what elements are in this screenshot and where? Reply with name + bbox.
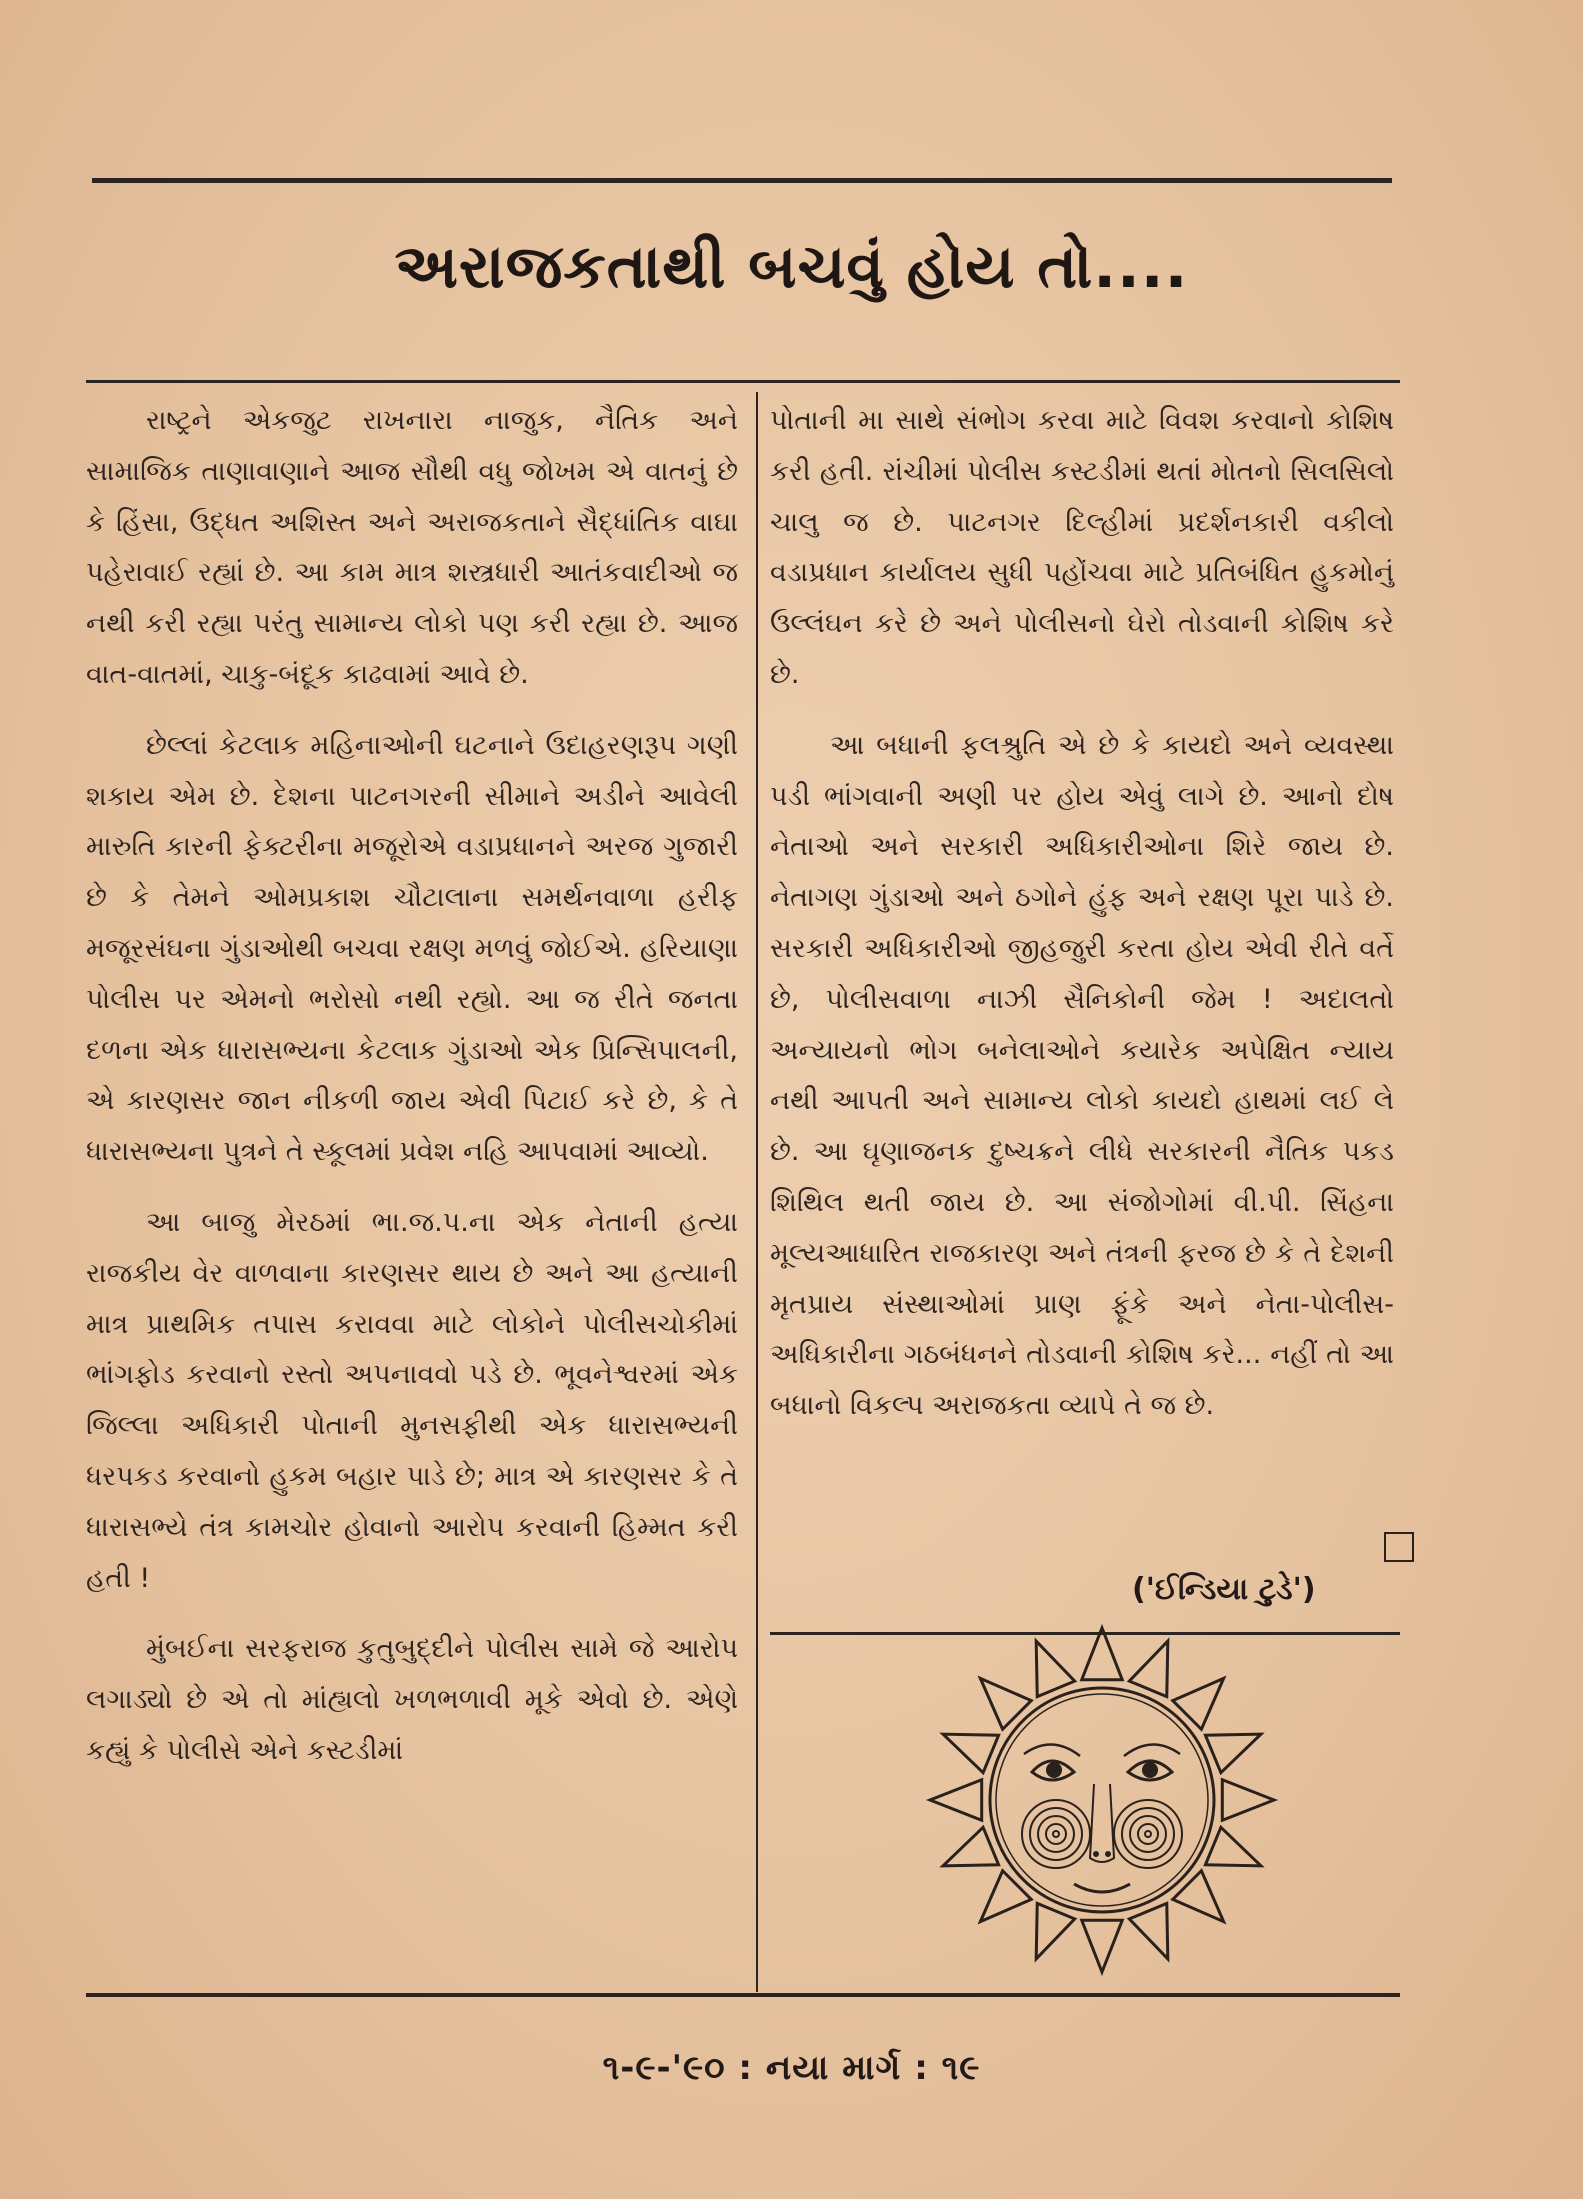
sun-ray [1129,1641,1168,1697]
sun-ray [1036,1903,1075,1959]
source-credit: ('ઈન્ડિયા ટુડે') [1132,1572,1316,1607]
right-paragraph-2: આ બધાની ફલશ્રુતિ એ છે કે કાયદો અને વ્યવસ્થા પડી ભાંગવાની અણી પર હોય એવું લાગે છે. આનો દોષ નેતાઓ અને સરકારી અધિકારીઓના શિરે જાય છે. નેતાગણ ગુંડાઓ અને ઠગોને હુંફ અને રક્ષણ પૂરા પાડે છે. સરકારી અધિકારીઓ જીહજુરી કરતા હોય એવી રીતે વર્તે છે, પોલીસવાળા નાઝી સૈનિકોની જેમ ! અદાલતો અન્યાયનો ભોગ બનેલાઓને કયારેક અપેક્ષિત ન્યાય નથી આપતી અને સામાન્ય લોકો કાયદો હાથમાં લઈ લે છે. આ ઘૃણાજનક દુષ્ચક્રને લીધે સરકારની નૈતિક પકડ શિથિલ થતી જાય છે. આ સંજોગોમાં વી.પી. સિંહના મૂલ્યઆધારિત રાજકારણ અને તંત્રની ફરજ છે કે તે દેશની મૃતપ્રાય સંસ્થાઓમાં પ્રાણ ફૂંકે અને નેતા-પોલીસ-અધિકારીના ગઠબંધનને તોડવાની કોશિષ કરે... નહીં તો આ બધાનો વિકલ્પ અરાજકતા વ્યાપે તે જ છે. [770,729,1394,1422]
left-column [86,396,738,1797]
left-paragraph-1: રાષ્ટ્રને એકજુટ રાખનારા નાજુક, નૈતિક અને સામાજિક તાણાવાણાને આજ સૌથી વધુ જોખમ એ વાતનું છે કે હિંસા, ઉદ્ધત અશિસ્ત અને અરાજકતાને સૈદ્ધાંતિક વાઘા પહેરાવાઈ રહ્યાં છે. આ કામ માત્ર શસ્ત્રધારી આતંકવાદીઓ જ નથી કરી રહ્યા પરંતુ સામાન્ય લોકો પણ કરી રહ્યા છે. આજ વાત-વાતમાં, ચાકુ-બંદૂક કાઢવામાં આવે છે. [86,405,738,690]
sun-ray [1205,1734,1261,1773]
left-paragraph-2: છેલ્લાં કેટલાક મહિનાઓની ઘટનાને ઉદાહરણરૂપ ગણી શકાય એમ છે. દેશના પાટનગરની સીમાને અડીને આવેલી મારુતિ કારની ફેક્ટરીના મજૂરોએ વડાપ્રધાનને અરજ ગુજારી છે કે તેમને ઓમપ્રકાશ ચૌટાલાના સમર્થનવાળા હરીફ મજૂરસંઘના ગુંડાઓથી બચવા રક્ષણ મળવું જોઈએ. હરિયાણા પોલીસ પર એમનો ભરોસો નથી રહ્યો. આ જ રીતે જનતા દળના એક ધારાસભ્યના કેટલાક ગુંડાઓ એક પ્રિન્સિપાલની, એ કારણસર જાન નીકળી જાય એવી પિટાઈ કરે છે, કે તે ધારાસભ્યના પુત્રને તે સ્કૂલમાં પ્રવેશ નહિ આપવામાં આવ્યો. [86,729,738,1168]
sun-ray [1205,1827,1261,1866]
right-column [770,396,1394,1452]
sun-ray [1036,1641,1075,1697]
sun-ray [943,1827,999,1866]
left-paragraph-4: મુંબઈના સરફરાજ કુતુબુદ્દીને પોલીસ સામે જે આરોપ લગાડ્યો છે એ તો માંહ્યલો ખળભળાવી મૂકે એવો છે. એણે કહ્યું કે પોલીસે એને કસ્ટડીમાં [86,1633,738,1766]
sun-ray [1082,1628,1123,1680]
column-divider [756,392,758,1992]
sun-ray [1129,1903,1168,1959]
sun-face-icon [924,1622,1280,1978]
page-footer: ૧-૯-'૯૦ : નયા માર્ગ : ૧૯ [602,2048,981,2088]
right-paragraph-1: પોતાની મા સાથે સંભોગ કરવા માટે વિવશ કરવાનો કોશિષ કરી હતી. રાંચીમાં પોલીસ કસ્ટડીમાં થતાં મોતનો સિલસિલો ચાલુ જ છે. પાટનગર દિલ્હીમાં પ્રદર્શનકારી વકીલો વડાપ્રધાન કાર્યાલય સુધી પહોંચવા માટે પ્રતિબંધિત હુકમોનું ઉલ્લંઘન કરે છે અને પોલીસનો ઘેરો તોડવાની કોશિષ કરે છે. [770,405,1394,690]
bottom-rule [86,1993,1400,1997]
title-underline [86,380,1400,383]
end-mark-box [1384,1532,1414,1562]
sun-ray [1082,1920,1123,1972]
top-rule [92,178,1392,183]
article-title: અરાજકતાથી બચવું હોય તો.... [394,232,1189,302]
sun-ray [943,1734,999,1773]
left-paragraph-3: આ બાજુ મેરઠમાં ભા.જ.પ.ના એક નેતાની હત્યા રાજકીય વેર વાળવાના કારણસર થાય છે અને આ હત્યાની માત્ર પ્રાથમિક તપાસ કરાવવા માટે લોકોને પોલીસચોકીમાં ભાંગફોડ કરવાનો રસ્તો અપનાવવો પડે છે. ભૂવનેશ્વરમાં એક જિલ્લા અધિકારી પોતાની મુનસફીથી એક ધારાસભ્યની ધરપકડ કરવાનો હુકમ બહાર પાડે છે; માત્ર એ કારણસર કે તે ધારાસભ્યે તંત્ર કામચોર હોવાનો આરોપ કરવાની હિમ્મત કરી હતી ! [86,1206,738,1594]
sun-ray [1222,1780,1274,1821]
sun-ray [930,1780,982,1821]
